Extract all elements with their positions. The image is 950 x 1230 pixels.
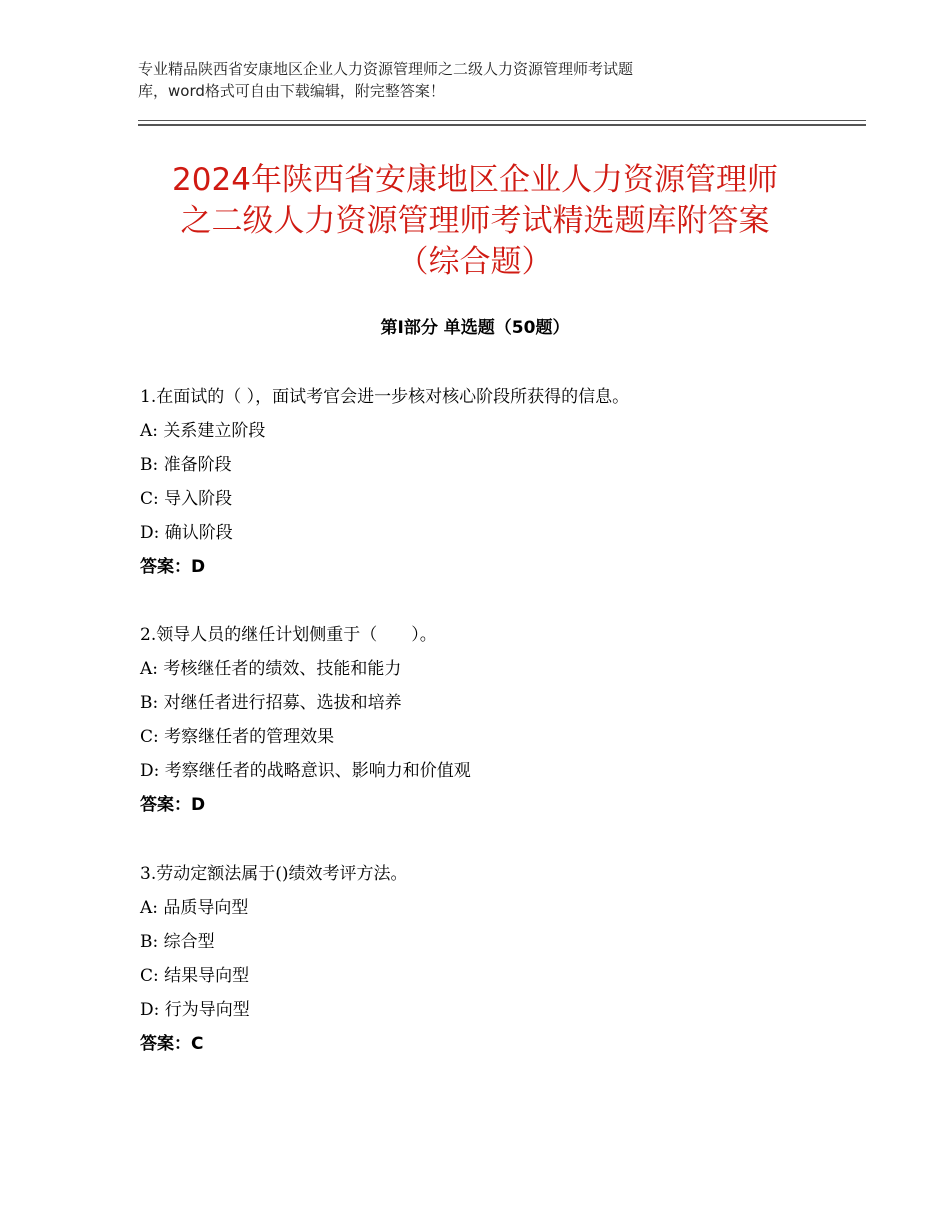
header-note [138,58,838,102]
document-title [80,160,870,283]
answer-line: 答案：D [140,795,206,815]
option-d: D: 行为导向型 [140,1000,250,1020]
answer-line: 答案：D [140,557,206,577]
header-divider-thin [138,120,866,121]
option-d: D: 确认阶段 [140,523,233,543]
document-title-line-3: （综合题） [397,244,553,280]
question-stem: 3.劳动定额法属于()绩效考评方法。 [140,864,408,884]
option-c: C: 考察继任者的管理效果 [140,727,335,747]
section-title: 第Ⅰ部分 单选题（50题） [380,318,570,338]
question-block [140,380,860,584]
option-a: A: 品质导向型 [140,898,249,918]
document-title-line-1: 2024年陕西省安康地区企业人力资源管理师 [172,162,778,198]
question-block [140,618,860,822]
question-stem: 2.领导人员的继任计划侧重于（ ）。 [140,625,437,645]
option-b: B: 准备阶段 [140,455,232,475]
option-a: A: 考核继任者的绩效、技能和能力 [140,659,402,679]
question-block [140,857,860,1061]
header-note-line-1: 专业精品陕西省安康地区企业人力资源管理师之二级人力资源管理师考试题 [138,60,634,78]
option-c: C: 结果导向型 [140,966,250,986]
header-note-line-2: 库，word格式可自由下载编辑，附完整答案！ [138,82,445,100]
question-stem: 1.在面试的（ ），面试考官会进一步核对核心阶段所获得的信息。 [140,387,630,407]
answer-line: 答案：C [140,1034,204,1054]
option-b: B: 综合型 [140,932,215,952]
option-a: A: 关系建立阶段 [140,421,266,441]
option-c: C: 导入阶段 [140,489,233,509]
document-title-line-2: 之二级人力资源管理师考试精选题库附答案 [180,203,770,239]
option-d: D: 考察继任者的战略意识、影响力和价值观 [140,761,471,781]
header-divider-thick [138,124,866,126]
option-b: B: 对继任者进行招募、选拔和培养 [140,693,402,713]
